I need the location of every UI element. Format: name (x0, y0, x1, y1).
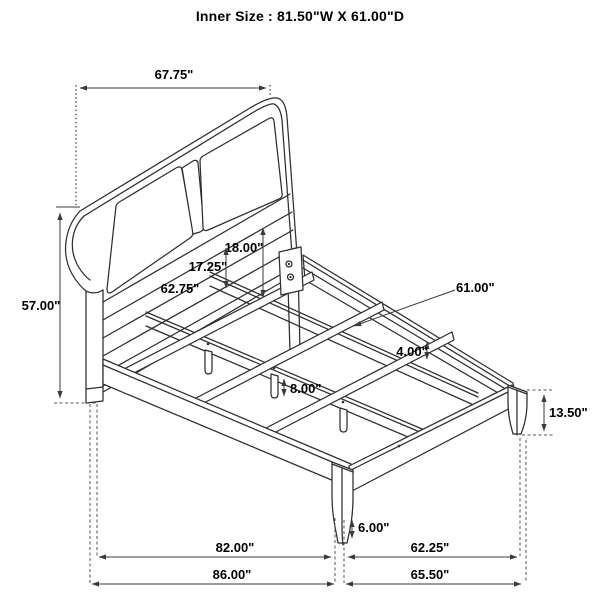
side-rail-left (103, 359, 353, 489)
support-leg-1 (205, 350, 212, 374)
dimension-62-25-label: 62.25" (410, 540, 450, 555)
bolt-dot (398, 445, 401, 448)
dimension-67-75-label: 67.75" (154, 67, 194, 82)
dimension-86-00-label: 86.00" (212, 567, 252, 582)
footboard-rail (349, 385, 516, 491)
bolt-hole-center (289, 276, 291, 278)
footboard-rail-edge (349, 390, 512, 471)
bolt-dot (207, 343, 210, 346)
diagram-title: Inner Size : 81.50"W X 61.00"D (195, 8, 405, 24)
bolt-hole-center (288, 263, 290, 265)
right-leg (508, 385, 527, 435)
dimension-62-75-label: 62.75" (160, 281, 200, 296)
dimension-6-00-label: 6.00" (358, 520, 390, 535)
dimension-61-00-label: 61.00" (456, 280, 495, 295)
dimension-17-25-label: 17.25" (188, 259, 228, 274)
support-leg-2 (271, 374, 278, 398)
support-leg-3 (340, 408, 347, 432)
headboard (66, 98, 300, 403)
dimension-18-00-label: 18.00" (224, 240, 264, 255)
dimension-65-50-label: 65.50" (410, 567, 450, 582)
dimension-8-00-label: 8.00" (290, 381, 322, 396)
side-rail-left-face (103, 359, 353, 489)
rail-bracket-plate (279, 247, 303, 295)
dimension-13-50-label: 13.50" (549, 405, 588, 420)
bolt-dot (342, 401, 345, 404)
front-leg (332, 462, 353, 545)
dimension-4-00-label: 4.00" (396, 344, 428, 359)
dimension-82-00-label: 82.00" (215, 540, 255, 555)
rail-bracket (279, 247, 303, 295)
dimension-57-00-label: 57.00" (21, 298, 61, 313)
